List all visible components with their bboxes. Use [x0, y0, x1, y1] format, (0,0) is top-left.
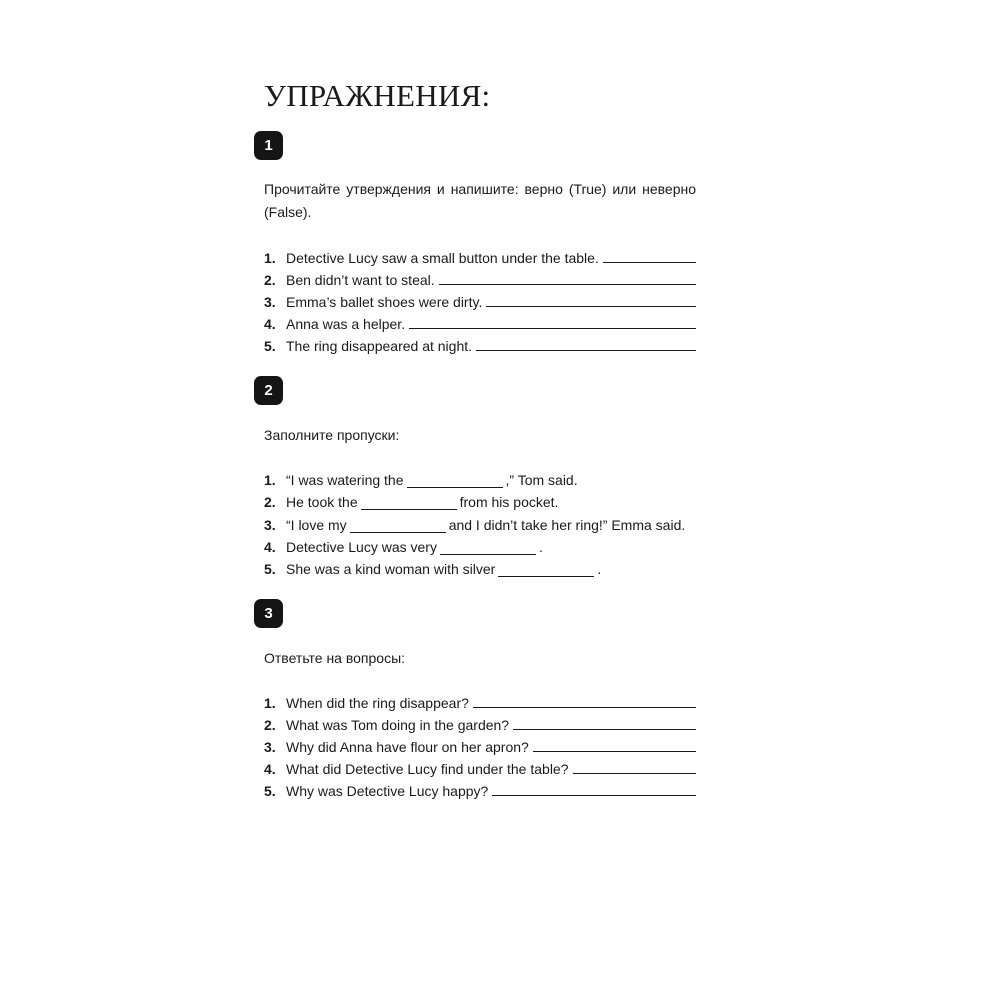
- item-number: 3.: [264, 739, 276, 755]
- item-text: What did Detective Lucy find under the table?: [286, 761, 569, 777]
- answer-line[interactable]: [492, 794, 696, 796]
- item-text: What was Tom doing in the garden?: [286, 717, 510, 733]
- item-text: Anna was a helper.: [286, 316, 406, 332]
- gap-blank[interactable]: [498, 575, 594, 577]
- item-text-before: He took the: [286, 494, 358, 510]
- exercise-2-item: [264, 468, 696, 488]
- answer-line[interactable]: [603, 261, 696, 263]
- answer-line[interactable]: [533, 750, 696, 752]
- item-number: 4.: [264, 761, 276, 777]
- item-text: Why was Detective Lucy happy?: [286, 783, 489, 799]
- page-title: УПРАЖНЕНИЯ:: [264, 78, 491, 113]
- answer-line[interactable]: [513, 728, 696, 730]
- item-number: 2.: [264, 494, 276, 510]
- item-text-after: .: [538, 539, 543, 555]
- item-text: When did the ring disappear?: [286, 695, 469, 711]
- exercise-3-item: [264, 735, 696, 755]
- item-text-before: Detective Lucy was very: [286, 539, 437, 555]
- gap-blank[interactable]: [361, 508, 457, 510]
- item-number: 3.: [264, 294, 276, 310]
- item-number: 1.: [264, 250, 276, 266]
- answer-line[interactable]: [573, 772, 696, 774]
- exercise-3-item: [264, 691, 696, 711]
- exercise-1-item: [264, 312, 696, 332]
- exercise-2-instruction: Заполните пропуски:: [264, 427, 400, 443]
- item-number: 2.: [264, 272, 276, 288]
- item-number: 5.: [264, 783, 276, 799]
- item-text-before: She was a kind woman with silver: [286, 561, 496, 577]
- item-text: Why did Anna have flour on her apron?: [286, 739, 529, 755]
- item-number: 2.: [264, 717, 276, 733]
- exercise-1-item: [264, 268, 696, 288]
- answer-line[interactable]: [473, 706, 696, 708]
- exercise-3-item: [264, 713, 696, 733]
- item-text: Ben didn’t want to steal.: [286, 272, 435, 288]
- exercise-3-instruction: Ответьте на вопросы:: [264, 650, 406, 666]
- item-text-after: .: [597, 561, 602, 577]
- gap-blank[interactable]: [440, 553, 536, 555]
- exercise-2-item: [264, 535, 696, 555]
- item-text-before: “I love my: [286, 517, 347, 533]
- exercise-1-item: [264, 334, 696, 354]
- item-text: Detective Lucy saw a small button under the table.: [286, 250, 599, 266]
- exercise-2-item: [264, 513, 696, 533]
- exercise-3-item: [264, 779, 696, 799]
- item-number: 1.: [264, 695, 276, 711]
- worksheet-page: [264, 0, 696, 1000]
- exercise-1-item: [264, 246, 696, 266]
- answer-line[interactable]: [409, 327, 696, 329]
- answer-line[interactable]: [476, 349, 696, 351]
- exercise-3-badge: 3: [254, 599, 283, 628]
- gap-blank[interactable]: [407, 486, 503, 488]
- item-number: 4.: [264, 316, 276, 332]
- item-text-after: ,” Tom said.: [505, 472, 578, 488]
- item-number: 3.: [264, 517, 276, 533]
- item-number: 1.: [264, 472, 276, 488]
- exercise-1-badge: 1: [254, 131, 283, 160]
- item-text: The ring disappeared at night.: [286, 338, 473, 354]
- item-text-before: “I was watering the: [286, 472, 404, 488]
- item-number: 5.: [264, 561, 276, 577]
- exercise-1-item: [264, 290, 696, 310]
- item-text-after: and I didn’t take her ring!” Emma said.: [448, 517, 686, 533]
- gap-blank[interactable]: [350, 531, 446, 533]
- answer-line[interactable]: [439, 283, 696, 285]
- answer-line[interactable]: [486, 305, 696, 307]
- item-text: Emma’s ballet shoes were dirty.: [286, 294, 483, 310]
- exercise-1-instruction: Прочитайте утверждения и напишите: верно (True) или неверно (False).: [264, 181, 696, 220]
- exercise-2-item: [264, 490, 696, 510]
- exercise-2-badge: 2: [254, 376, 283, 405]
- item-number: 4.: [264, 539, 276, 555]
- item-number: 5.: [264, 338, 276, 354]
- exercise-2-item: [264, 557, 696, 577]
- exercise-3-item: [264, 757, 696, 777]
- item-text-after: from his pocket.: [459, 494, 559, 510]
